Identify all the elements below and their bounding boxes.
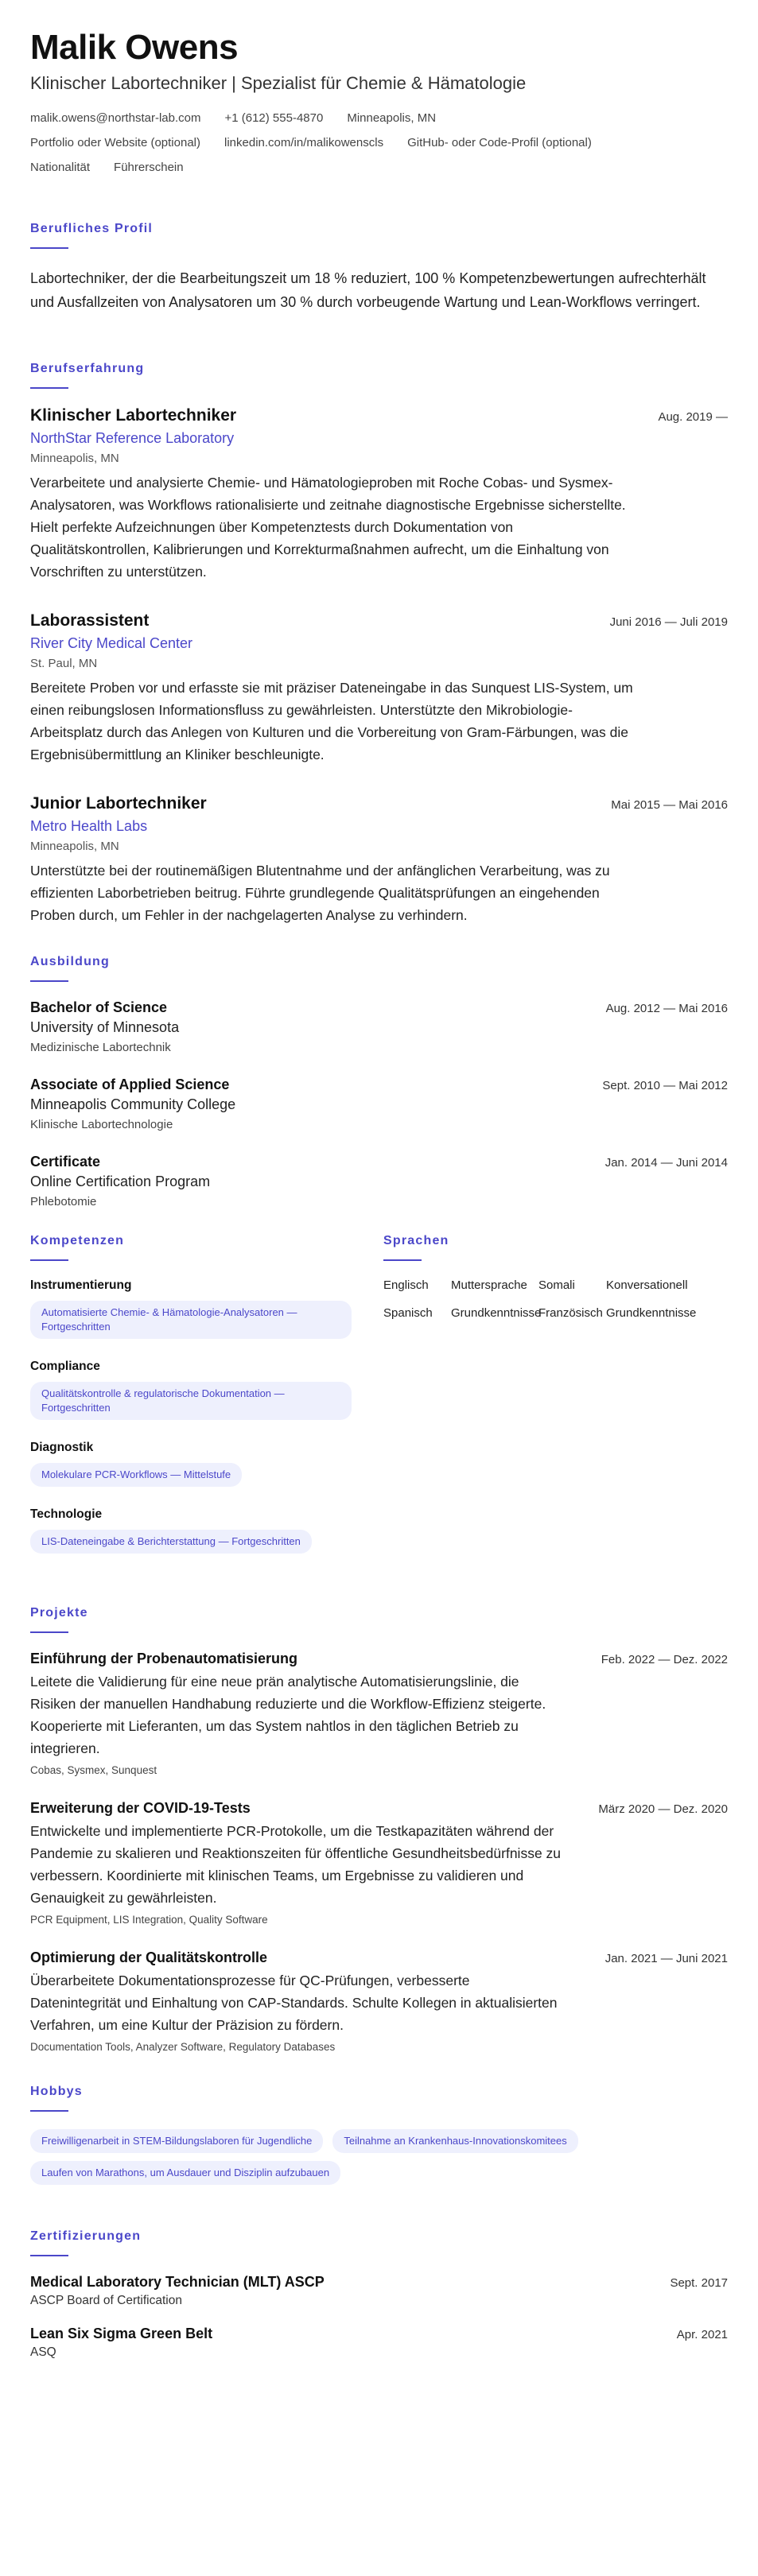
project-tools: Cobas, Sysmex, Sunquest — [30, 1764, 157, 1776]
hobby-list — [30, 2129, 667, 2185]
project-date: Feb. 2022 — Dez. 2022 — [601, 1653, 728, 1666]
education-date: Sept. 2010 — Mai 2012 — [602, 1079, 728, 1092]
education-school: Online Certification Program — [30, 1174, 211, 1189]
contact-phone[interactable]: +1 (612) 555-4870 — [224, 111, 324, 125]
skill-chip: Automatisierte Chemie- & Hämatologie-Analysatoren — Fortgeschritten — [30, 1301, 352, 1339]
certification-entry — [30, 2274, 728, 2308]
candidate-title: Klinischer Labortechniker | Spezialist für Chemie & Hämatologie — [30, 73, 527, 93]
skill-chip: Molekulare PCR-Workflows — Mittelstufe — [30, 1463, 242, 1487]
skill-category: Compliance — [30, 1360, 100, 1373]
language-name: Französisch — [538, 1306, 603, 1320]
skills-languages-row — [30, 1234, 728, 1574]
contact-nationality: Nationalität — [30, 161, 91, 174]
project-entry — [30, 1651, 728, 1776]
project-title: Erweiterung der COVID-19-Tests — [30, 1800, 251, 1816]
hobby-chip: Laufen von Marathons, um Ausdauer und Disziplin aufzubauen — [30, 2161, 340, 2185]
contact-list — [30, 111, 728, 125]
job-entry — [30, 611, 728, 766]
hobby-chip: Teilnahme an Krankenhaus-Innovationskomitees — [332, 2129, 577, 2153]
job-employer: NorthStar Reference Laboratory — [30, 430, 235, 446]
contact-email[interactable]: malik.owens@northstar-lab.com — [30, 111, 201, 125]
project-date: März 2020 — Dez. 2020 — [598, 1802, 728, 1816]
skill-group — [30, 1507, 383, 1554]
certification-name: Medical Laboratory Technician (MLT) ASCP — [30, 2274, 325, 2290]
skill-chip: LIS-Dateneingabe & Berichterstattung — Fortgeschritten — [30, 1530, 312, 1554]
job-date: Juni 2016 — Juli 2019 — [609, 615, 728, 629]
job-location: St. Paul, MN — [30, 657, 98, 670]
section-skills — [30, 1234, 383, 1574]
section-title: Hobbys — [30, 2085, 83, 2098]
education-field: Medizinische Labortechnik — [30, 1041, 171, 1054]
section-title: Projekte — [30, 1606, 88, 1620]
job-employer: River City Medical Center — [30, 635, 193, 651]
section-title: Ausbildung — [30, 955, 110, 968]
job-entry — [30, 406, 728, 583]
certification-issuer: ASQ — [30, 2345, 56, 2359]
skill-group — [30, 1441, 383, 1487]
contact-linkedin-row[interactable]: linkedin.com/in/malikowenscls — [224, 136, 384, 149]
project-date: Jan. 2021 — Juni 2021 — [604, 1952, 728, 1965]
project-tools: Documentation Tools, Analyzer Software, Regulatory Databases — [30, 2041, 336, 2053]
section-title: Sprachen — [383, 1234, 449, 1247]
certification-date: Apr. 2021 — [676, 2328, 728, 2341]
education-school: Minneapolis Community College — [30, 1096, 236, 1112]
education-date: Jan. 2014 — Juni 2014 — [604, 1156, 728, 1170]
language-level: Grundkenntnisse — [451, 1306, 542, 1320]
section-profile — [30, 222, 728, 314]
job-location: Minneapolis, MN — [30, 452, 119, 465]
language-list — [383, 1278, 728, 1320]
section-divider — [30, 247, 68, 249]
section-title: Zertifizierungen — [30, 2229, 142, 2243]
job-description: Verarbeitete und analysierte Chemie- und Hämatologieproben mit Roche Cobas- und Sysmex-Analysatoren, was Workflows rationalisierte und zeitnahe diagnostische Ergebnisse sicherstellte. Hielt perfekte Aufzeichnungen über Kompetenztests durch Dokumentation von Qualitätskontrollen, Kalibrierungen und Korrekturmaßnahmen aufrecht, um die Einhaltung von Vorschriften zu unterstützen. — [30, 475, 626, 580]
education-degree: Bachelor of Science — [30, 999, 168, 1015]
skill-category: Technologie — [30, 1507, 103, 1521]
project-description: Überarbeitete Dokumentationsprozesse für QC-Prüfungen, verbesserte Datenintegrität und Einhaltung von CAP-Standards. Schulte Kollegen in aktualisierten Verfahren, um eine Kultur der Präzision zu fördern. — [30, 1973, 558, 2033]
candidate-name: Malik Owens — [30, 28, 239, 67]
job-description: Bereitete Proben vor und erfasste sie mit präziser Dateneingabe in das Sunquest LIS-System, um einen reibungslosen Informationsfluss zu gewährleisten. Unterstützte den Mikrobiologie-Arbeitsplatz durch das Anlegen von Kulturen und die Vorbereitung von Gram-Färbungen, was die Ergebnisübermittlung an Kliniker beschleunigte. — [30, 680, 633, 762]
section-title: Berufliches Profil — [30, 222, 154, 235]
education-field: Phlebotomie — [30, 1195, 97, 1208]
contact-portfolio-row[interactable]: Portfolio oder Website (optional) — [30, 136, 200, 149]
skill-category: Diagnostik — [30, 1441, 94, 1454]
job-role: Junior Labortechniker — [30, 794, 207, 813]
certification-date: Sept. 2017 — [670, 2276, 728, 2290]
section-divider — [30, 2255, 68, 2256]
language-level: Konversationell — [606, 1278, 688, 1292]
job-role: Laborassistent — [30, 611, 150, 630]
section-divider — [30, 1259, 68, 1261]
education-entry — [30, 999, 728, 1054]
job-date: Mai 2015 — Mai 2016 — [611, 798, 728, 812]
section-divider — [383, 1259, 422, 1261]
section-languages — [383, 1234, 728, 1574]
education-field: Klinische Labortechnologie — [30, 1118, 173, 1131]
job-description: Unterstützte bei der routinemäßigen Blutentnahme und der anfänglichen Verarbeitung, was zu effizienten Laborbetrieben beitrug. Führte grundlegende Qualitätsprüfungen an eingehenden Proben durch, um Fehler in der nachgelagerten Analyse zu verhindern. — [30, 863, 610, 923]
job-location: Minneapolis, MN — [30, 840, 119, 853]
section-education — [30, 955, 728, 1208]
section-projects — [30, 1606, 728, 2053]
skill-category: Instrumentierung — [30, 1278, 132, 1292]
skill-group — [30, 1278, 383, 1339]
education-degree: Associate of Applied Science — [30, 1077, 230, 1092]
education-entry — [30, 1154, 728, 1208]
section-hobbies — [30, 2085, 728, 2185]
education-school: University of Minnesota — [30, 1019, 180, 1035]
resume-header — [30, 29, 728, 174]
contact-list-row3 — [30, 161, 728, 174]
section-divider — [30, 2110, 68, 2112]
section-experience — [30, 362, 728, 926]
education-entry — [30, 1077, 728, 1131]
language-level: Grundkenntnisse — [606, 1306, 697, 1320]
project-description: Leitete die Validierung für eine neue prän analytische Automatisierungslinie, die Risiken der manuellen Handhabung reduzierte und die Workflow-Effizienz steigerte. Kooperierte mit Lieferanten, um das System nahtlos in den täglichen Betrieb zu integrieren. — [30, 1674, 546, 1756]
certification-entry — [30, 2326, 728, 2360]
contact-location: Minneapolis, MN — [347, 111, 437, 125]
section-title: Berufserfahrung — [30, 362, 145, 375]
project-title: Optimierung der Qualitätskontrolle — [30, 1949, 268, 1965]
job-employer: Metro Health Labs — [30, 818, 148, 834]
hobby-chip: Freiwilligenarbeit in STEM-Bildungslaboren für Jugendliche — [30, 2129, 323, 2153]
project-entry — [30, 1949, 728, 2053]
certification-name: Lean Six Sigma Green Belt — [30, 2326, 213, 2341]
language-name: Spanisch — [383, 1306, 433, 1320]
job-entry — [30, 794, 728, 926]
section-title: Kompetenzen — [30, 1234, 125, 1247]
project-tools: PCR Equipment, LIS Integration, Quality Software — [30, 1914, 268, 1926]
language-name: Somali — [538, 1278, 575, 1292]
contact-list-row2 — [30, 136, 728, 149]
project-title: Einführung der Probenautomatisierung — [30, 1651, 298, 1666]
language-name: Englisch — [383, 1278, 429, 1292]
project-entry — [30, 1800, 728, 1926]
skill-group — [30, 1360, 383, 1420]
skill-chip: Qualitätskontrolle & regulatorische Dokumentation — Fortgeschritten — [30, 1382, 352, 1420]
education-date: Aug. 2012 — Mai 2016 — [605, 1002, 728, 1015]
contact-github[interactable]: GitHub- oder Code-Profil (optional) — [407, 136, 592, 149]
profile-summary: Labortechniker, der die Bearbeitungszeit um 18 % reduziert, 100 % Kompetenzbewertungen aufrechterhält und Ausfallzeiten von Analysatoren um 30 % durch vorbeugende Wartung und Lean-Workflows verringert. — [30, 270, 706, 310]
section-divider — [30, 1631, 68, 1633]
project-description: Entwickelte und implementierte PCR-Protokolle, um die Testkapazitäten während der Pandemie zu skalieren und Reaktionszeiten für öffentliche Gesundheitsbedürfnisse zu verbessern. Koordinierte mit klinischen Teams, um Ergebnisse zu validieren und Genauigkeit zu gewährleisten. — [30, 1823, 562, 1906]
education-degree: Certificate — [30, 1154, 101, 1170]
job-role: Klinischer Labortechniker — [30, 406, 237, 425]
certification-issuer: ASCP Board of Certification — [30, 2294, 182, 2307]
job-date: Aug. 2019 — — [658, 410, 728, 424]
section-certifications — [30, 2229, 728, 2360]
contact-license: Führerschein — [114, 161, 184, 174]
section-divider — [30, 980, 68, 982]
language-level: Muttersprache — [451, 1278, 527, 1292]
section-divider — [30, 387, 68, 389]
